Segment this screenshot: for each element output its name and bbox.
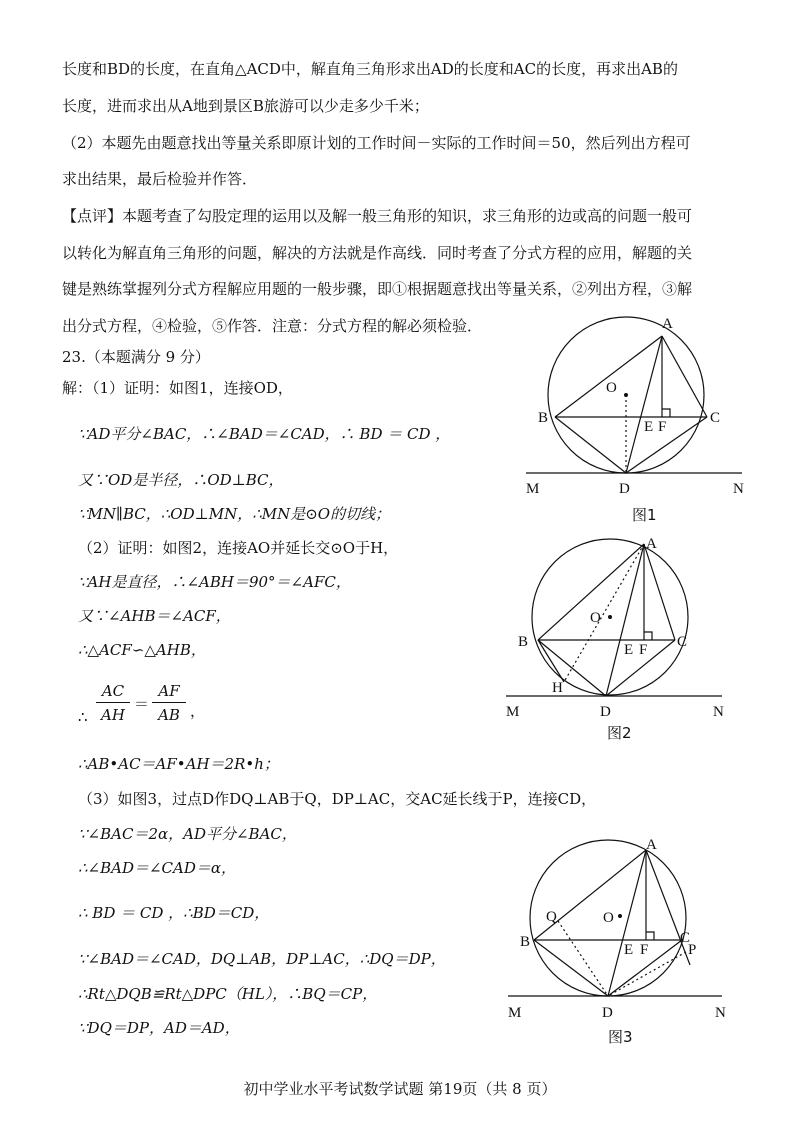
text-line-7: 键是熟练掌握列分式方程解应用题的一般步骤，即①根据题意找出等量关系，②列出方程，③解 bbox=[62, 280, 693, 298]
solution-part2-intro: （2）证明：如图2，连接AO并延长交⊙O于H， bbox=[78, 539, 399, 557]
fig3-label-m: M bbox=[508, 1005, 522, 1021]
problem-heading: 23.（本题满分 9 分） bbox=[62, 348, 210, 366]
fraction-left-numerator: AC bbox=[101, 682, 125, 700]
fig2-label-a: A bbox=[646, 536, 657, 552]
fig1-center-dot bbox=[624, 393, 628, 397]
fig2-label-h: H bbox=[552, 680, 563, 696]
fig3-line-dq bbox=[558, 921, 608, 996]
figure-3 bbox=[500, 830, 770, 1055]
fig2-label-n: N bbox=[713, 704, 724, 720]
fig2-line-bh bbox=[538, 640, 564, 682]
fraction-right-numerator: AF bbox=[158, 682, 180, 700]
fig3-label-p: P bbox=[688, 942, 697, 958]
solution-part3-intro: （3）如图3，过点D作DQ⊥AB于Q，DP⊥AC，交AC延长线于P，连接CD， bbox=[78, 790, 597, 808]
fig2-label-f: F bbox=[639, 642, 648, 658]
fig3-label-b: B bbox=[520, 934, 531, 950]
solution-line-congruent: ∴Rt△DQB≌Rt△DPC（HL），∴BQ＝CP， bbox=[78, 985, 378, 1003]
text-line-4: 求出结果，最后检验并作答． bbox=[62, 170, 258, 188]
fig3-line-bd bbox=[534, 940, 608, 996]
fraction-left-denominator: AH bbox=[101, 706, 125, 724]
fig3-label-c: C bbox=[680, 930, 691, 946]
fig2-label-m: M bbox=[506, 704, 520, 720]
fig1-label-a: A bbox=[662, 316, 673, 332]
text-line-8: 出分式方程，④检验，⑤作答．注意：分式方程的解必须检验． bbox=[62, 317, 483, 335]
fig1-label-d: D bbox=[619, 481, 630, 497]
fig2-label-e: E bbox=[624, 642, 634, 658]
fig3-right-angle bbox=[646, 932, 654, 940]
fig3-label-f: F bbox=[640, 942, 649, 958]
fraction-equation bbox=[78, 678, 218, 738]
text-line-6: 以转化为解直角三角形的问题，解决的方法就是作高线．同时考查了分式方程的应用，解题的关 bbox=[62, 244, 693, 262]
solution-line-arc-equal: ∵AD平分∠BAC，∴∠BAD＝∠CAD，∴ BD ＝ CD ， bbox=[78, 425, 451, 443]
solution-line-angle-equal: 又∵∠AHB＝∠ACF， bbox=[78, 607, 231, 625]
fig3-label-o: O bbox=[603, 910, 614, 926]
solution-line-dq-dp: ∵∠BAD＝∠CAD，DQ⊥AB，DP⊥AC，∴DQ＝DP， bbox=[78, 950, 446, 968]
fig2-label-c: C bbox=[677, 634, 688, 650]
fig1-caption: 图1 bbox=[632, 506, 657, 524]
fig3-label-a: A bbox=[646, 837, 657, 853]
solution-line-od-perp: 又∵OD是半径，∴OD⊥BC， bbox=[78, 471, 284, 489]
fig2-line-ad bbox=[606, 544, 644, 696]
fig1-label-n: N bbox=[733, 481, 744, 497]
fraction-equals: ＝ bbox=[134, 695, 150, 713]
fig2-label-b: B bbox=[518, 634, 529, 650]
fig1-line-ac bbox=[662, 336, 707, 417]
fig1-label-f: F bbox=[658, 419, 667, 435]
solution-line-angle-bac: ∵∠BAC＝2α，AD平分∠BAC， bbox=[78, 825, 297, 843]
text-line-1: 长度和BD的长度，在直角△ACD中，解直角三角形求出AD的长度和AC的长度，再求出AB的 bbox=[62, 60, 678, 78]
fraction-left bbox=[96, 678, 130, 738]
fig2-label-d: D bbox=[600, 704, 611, 720]
fig1-label-c: C bbox=[710, 410, 721, 426]
fraction-therefore: ∴ bbox=[78, 708, 88, 726]
fig3-label-e: E bbox=[624, 942, 634, 958]
fig2-label-o: O bbox=[590, 610, 601, 626]
fraction-right bbox=[152, 678, 186, 738]
solution-line-bd-cd: ∴ BD ＝ CD ，∴BD＝CD， bbox=[78, 904, 270, 922]
text-line-2: 长度，进而求出从A地到景区B旅游可以少走多少千米； bbox=[62, 97, 429, 115]
fraction-left-bar bbox=[96, 702, 130, 703]
fig3-label-q: Q bbox=[546, 909, 557, 925]
fig3-label-n: N bbox=[715, 1005, 726, 1021]
solution-line-product: ∴AB•AC＝AF•AH＝2R•h； bbox=[78, 755, 279, 773]
solution-line-ad: ∵DQ＝DP，AD＝AD， bbox=[78, 1019, 240, 1037]
fig1-line-ab bbox=[555, 336, 662, 417]
solution-line-tangent: ∵MN∥BC，∴OD⊥MN，∴MN是⊙O的切线； bbox=[78, 505, 391, 523]
fig1-label-o: O bbox=[606, 380, 617, 396]
fig3-caption: 图3 bbox=[608, 1028, 633, 1046]
fig1-label-e: E bbox=[644, 419, 654, 435]
fig2-caption: 图2 bbox=[607, 724, 632, 742]
text-line-3: （2）本题先由题意找出等量关系即原计划的工作时间－实际的工作时间＝50，然后列出方程可 bbox=[62, 134, 691, 152]
fraction-comma: ， bbox=[190, 702, 206, 720]
fig3-center-dot bbox=[618, 914, 622, 918]
fig1-label-m: M bbox=[526, 481, 540, 497]
page-footer: 初中学业水平考试数学试题 第19页（共 8 页） bbox=[243, 1080, 557, 1098]
fig3-label-d: D bbox=[602, 1005, 613, 1021]
fraction-right-bar bbox=[152, 702, 186, 703]
fig2-line-ac bbox=[644, 544, 675, 640]
fig2-center-dot bbox=[608, 615, 612, 619]
solution-line-alpha: ∴∠BAD＝∠CAD＝α， bbox=[78, 859, 237, 877]
solution-line-similar: ∴△ACF∽△AHB， bbox=[78, 641, 206, 659]
fig2-right-angle bbox=[644, 632, 652, 640]
figure-2 bbox=[500, 530, 770, 750]
fig2-line-bd bbox=[538, 640, 606, 696]
solution-line-diameter: ∵AH是直径，∴∠ABH＝90°＝∠AFC， bbox=[78, 573, 351, 591]
figure-1 bbox=[520, 310, 780, 530]
fig2-line-ah bbox=[564, 544, 644, 682]
solution-part1-intro: 解：（1）证明：如图1，连接OD， bbox=[62, 379, 293, 397]
fig1-right-angle bbox=[662, 409, 670, 417]
fig1-label-b: B bbox=[538, 410, 549, 426]
fig3-line-ab bbox=[534, 850, 646, 940]
text-line-5: 【点评】本题考查了勾股定理的运用以及解一般三角形的知识，求三角形的边或高的问题一般可 bbox=[62, 207, 693, 225]
fraction-right-denominator: AB bbox=[158, 706, 180, 724]
